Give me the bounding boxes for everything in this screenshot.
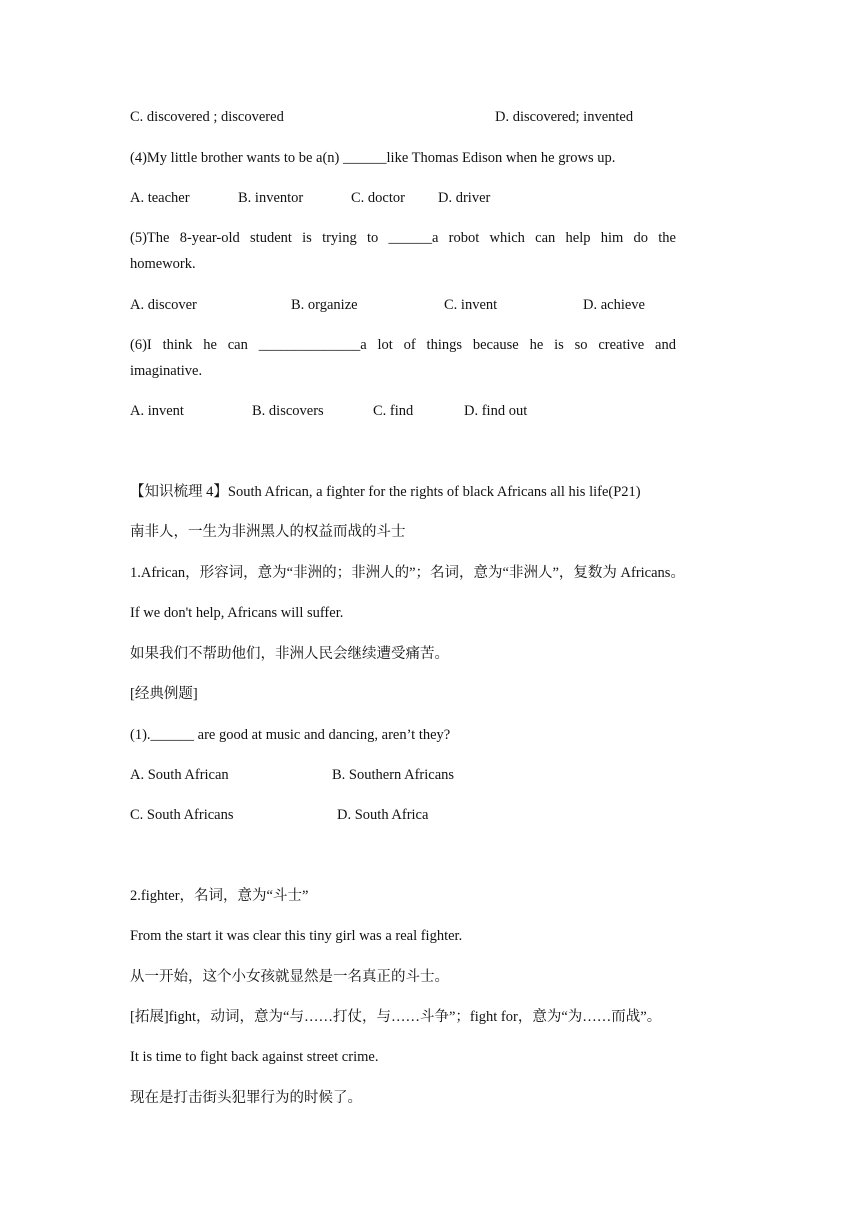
q4-option-b: B. inventor xyxy=(238,190,304,206)
classic-q1-option-c: C. South Africans xyxy=(130,807,234,823)
extension-fight: [拓展]fight，动词，意为“与……打仗，与……斗争”；fight for，意为“为……而战”。 xyxy=(130,1009,662,1025)
point-fighter: 2.fighter，名词，意为“斗士” xyxy=(130,888,309,904)
q4-option-c: C. doctor xyxy=(351,190,405,206)
classic-q1-option-d: D. South Africa xyxy=(337,807,429,823)
section-heading: 【知识梳理 4】South African, a fighter for the rights of black Africans all his life(P21) xyxy=(130,484,641,500)
q4-option-a: A. teacher xyxy=(130,190,190,206)
q5-option-a: A. discover xyxy=(130,297,197,313)
q6-option-c: C. find xyxy=(373,403,414,419)
q6-option-d: D. find out xyxy=(464,403,528,419)
point-african: 1.African，形容词，意为“非洲的；非洲人的”；名词，意为“非洲人”，复数为 Africans。 xyxy=(130,565,685,581)
q4-stem: (4)My little brother wants to be a(n) ______like Thomas Edison when he grows up. xyxy=(130,150,616,166)
q3-option-d: D. discovered; invented xyxy=(495,109,634,125)
example-fight-en: It is time to fight back against street crime. xyxy=(130,1049,379,1065)
q6-stem-line2: imaginative. xyxy=(130,363,203,379)
classic-q1-option-b: B. Southern Africans xyxy=(332,767,455,783)
q6-option-a: A. invent xyxy=(130,403,184,419)
section-heading-translation: 南非人，一生为非洲黑人的权益而战的斗士 xyxy=(130,524,406,540)
classic-q1-option-a: A. South African xyxy=(130,767,229,783)
q5-option-b: B. organize xyxy=(291,297,358,313)
q4-option-d: D. driver xyxy=(438,190,491,206)
q5-stem-line2: homework. xyxy=(130,256,196,272)
q6-option-b: B. discovers xyxy=(252,403,324,419)
q6-stem-line1: (6)I think he can ______________a lot of things because he is so creative and xyxy=(130,337,676,353)
q3-option-c: C. discovered ; discovered xyxy=(130,109,284,125)
q5-stem-line1: (5)The 8-year-old student is trying to ______a robot which can help him do the xyxy=(130,230,676,246)
q5-option-c: C. invent xyxy=(444,297,498,313)
classic-example-label: [经典例题] xyxy=(130,686,198,702)
q5-option-d: D. achieve xyxy=(583,297,645,313)
example-fighter-cn: 从一开始，这个小女孩就显然是一名真正的斗士。 xyxy=(130,969,449,985)
example-fighter-en: From the start it was clear this tiny girl was a real fighter. xyxy=(130,928,463,944)
example-sentence-en: If we don't help, Africans will suffer. xyxy=(130,605,344,621)
example-sentence-cn: 如果我们不帮助他们，非洲人民会继续遭受痛苦。 xyxy=(130,646,449,662)
example-fight-cn: 现在是打击街头犯罪行为的时候了。 xyxy=(130,1090,362,1106)
classic-q1-stem: (1).______ are good at music and dancing, aren’t they? xyxy=(130,727,451,743)
